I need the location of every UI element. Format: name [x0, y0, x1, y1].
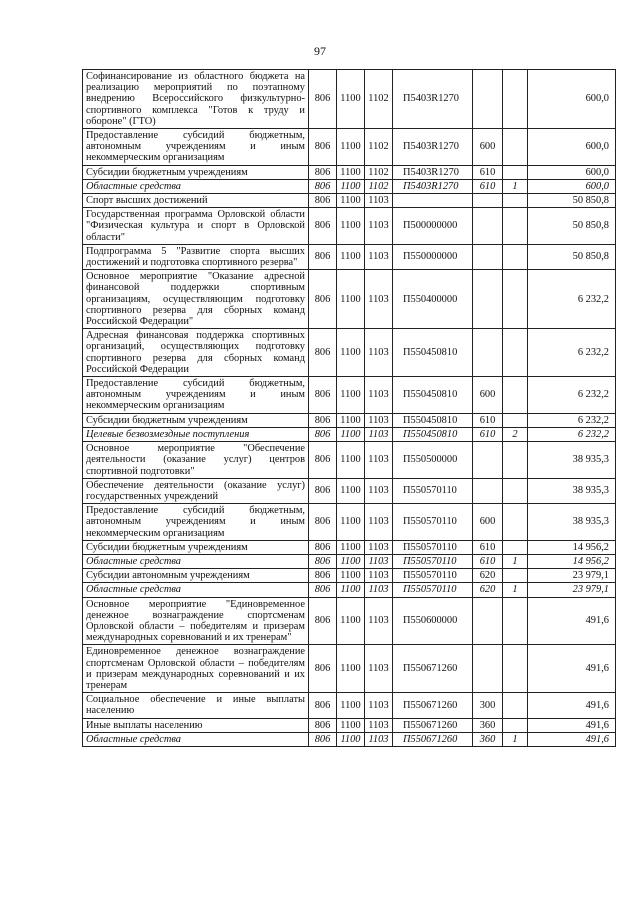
- section-code: 1100: [337, 165, 365, 179]
- source-code: [503, 244, 528, 269]
- table-row: [83, 732, 616, 746]
- source-code: 1: [503, 554, 528, 568]
- subsection-code: 1103: [365, 540, 393, 554]
- ministry-code: 806: [309, 693, 337, 718]
- subsection-code: 1103: [365, 597, 393, 645]
- subsection-code: 1103: [365, 478, 393, 503]
- source-code: 1: [503, 179, 528, 193]
- target-article-code: П550600000: [393, 597, 473, 645]
- table-row: [83, 129, 616, 166]
- page-number: 97: [314, 44, 326, 58]
- section-code: 1100: [337, 569, 365, 583]
- ministry-code: 806: [309, 718, 337, 732]
- table-row: [83, 413, 616, 427]
- item-name: Иные выплаты населению: [83, 718, 309, 732]
- expense-type-code: 610: [473, 540, 503, 554]
- ministry-code: 806: [309, 478, 337, 503]
- section-code: 1100: [337, 270, 365, 329]
- ministry-code: 806: [309, 569, 337, 583]
- subsection-code: 1102: [365, 179, 393, 193]
- source-code: 2: [503, 427, 528, 441]
- amount: 38 935,3: [528, 442, 616, 479]
- expense-type-code: 610: [473, 427, 503, 441]
- item-name: Адресная финансовая поддержка спортивных организаций, осуществляющих подготовку спортивного резерва для сборных команд Российской Федерации: [83, 329, 309, 377]
- expense-type-code: [473, 645, 503, 693]
- table-row: [83, 645, 616, 693]
- section-code: 1100: [337, 554, 365, 568]
- amount: 50 850,8: [528, 208, 616, 245]
- subsection-code: 1103: [365, 583, 393, 597]
- subsection-code: 1103: [365, 504, 393, 541]
- subsection-code: 1103: [365, 427, 393, 441]
- subsection-code: 1103: [365, 208, 393, 245]
- subsection-code: 1103: [365, 244, 393, 269]
- source-code: [503, 129, 528, 166]
- section-code: 1100: [337, 427, 365, 441]
- source-code: [503, 478, 528, 503]
- item-name: Областные средства: [83, 732, 309, 746]
- target-article-code: П5403R1270: [393, 179, 473, 193]
- item-name: Субсидии автономным учреждениям: [83, 569, 309, 583]
- item-name: Подпрограмма 5 "Развитие спорта высших достижений и подготовка спортивного резерва": [83, 244, 309, 269]
- section-code: 1100: [337, 583, 365, 597]
- amount: 600,0: [528, 70, 616, 129]
- item-name: Целевые безвозмездные поступления: [83, 427, 309, 441]
- expense-type-code: 610: [473, 179, 503, 193]
- table-row: [83, 270, 616, 329]
- source-code: [503, 377, 528, 414]
- source-code: [503, 165, 528, 179]
- section-code: 1100: [337, 718, 365, 732]
- table-row: [83, 554, 616, 568]
- section-code: 1100: [337, 504, 365, 541]
- target-article-code: П550450810: [393, 427, 473, 441]
- source-code: [503, 693, 528, 718]
- source-code: [503, 569, 528, 583]
- amount: 6 232,2: [528, 427, 616, 441]
- table-row: [83, 377, 616, 414]
- amount: 491,6: [528, 693, 616, 718]
- expense-type-code: [473, 208, 503, 245]
- ministry-code: 806: [309, 732, 337, 746]
- source-code: [503, 504, 528, 541]
- section-code: 1100: [337, 732, 365, 746]
- source-code: 1: [503, 583, 528, 597]
- expense-type-code: 610: [473, 413, 503, 427]
- item-name: Субсидии бюджетным учреждениям: [83, 413, 309, 427]
- expense-type-code: [473, 597, 503, 645]
- expense-type-code: 360: [473, 732, 503, 746]
- amount: 6 232,2: [528, 329, 616, 377]
- expense-type-code: 600: [473, 504, 503, 541]
- ministry-code: 806: [309, 208, 337, 245]
- amount: 6 232,2: [528, 413, 616, 427]
- amount: 491,6: [528, 732, 616, 746]
- amount: 14 956,2: [528, 540, 616, 554]
- target-article-code: П550570110: [393, 554, 473, 568]
- subsection-code: 1103: [365, 270, 393, 329]
- section-code: 1100: [337, 597, 365, 645]
- item-name: Обеспечение деятельности (оказание услуг) государственных учреждений: [83, 478, 309, 503]
- section-code: 1100: [337, 478, 365, 503]
- amount: 50 850,8: [528, 244, 616, 269]
- target-article-code: П550671260: [393, 718, 473, 732]
- amount: 23 979,1: [528, 569, 616, 583]
- amount: 38 935,3: [528, 478, 616, 503]
- ministry-code: 806: [309, 442, 337, 479]
- table-row: [83, 179, 616, 193]
- source-code: [503, 194, 528, 208]
- table-row: [83, 442, 616, 479]
- expense-type-code: 620: [473, 583, 503, 597]
- section-code: 1100: [337, 442, 365, 479]
- subsection-code: 1103: [365, 569, 393, 583]
- table-row: [83, 165, 616, 179]
- source-code: 1: [503, 732, 528, 746]
- subsection-code: 1103: [365, 693, 393, 718]
- ministry-code: 806: [309, 194, 337, 208]
- target-article-code: П550500000: [393, 442, 473, 479]
- item-name: Областные средства: [83, 583, 309, 597]
- subsection-code: 1103: [365, 645, 393, 693]
- budget-table: [82, 69, 616, 747]
- source-code: [503, 718, 528, 732]
- item-name: Предоставление субсидий бюджетным, автономным учреждениям и иным некоммерческим организациям: [83, 377, 309, 414]
- budget-table-body: [83, 70, 616, 747]
- subsection-code: 1103: [365, 413, 393, 427]
- source-code: [503, 442, 528, 479]
- ministry-code: 806: [309, 165, 337, 179]
- expense-type-code: 610: [473, 165, 503, 179]
- expense-type-code: 600: [473, 129, 503, 166]
- table-row: [83, 569, 616, 583]
- table-row: [83, 597, 616, 645]
- expense-type-code: [473, 194, 503, 208]
- table-row: [83, 478, 616, 503]
- target-article-code: П550450810: [393, 329, 473, 377]
- ministry-code: 806: [309, 540, 337, 554]
- source-code: [503, 645, 528, 693]
- subsection-code: 1102: [365, 165, 393, 179]
- amount: 600,0: [528, 179, 616, 193]
- table-row: [83, 693, 616, 718]
- item-name: Единовременное денежное вознаграждение спортсменам Орловской области – победителям и призерам международных соревнований и их тренерам: [83, 645, 309, 693]
- target-article-code: П550450810: [393, 377, 473, 414]
- item-name: Областные средства: [83, 554, 309, 568]
- item-name: Основное мероприятие "Обеспечение деятельности (оказание услуг) центров спортивной подготовки": [83, 442, 309, 479]
- expense-type-code: [473, 244, 503, 269]
- amount: 38 935,3: [528, 504, 616, 541]
- target-article-code: П5403R1270: [393, 70, 473, 129]
- table-row: [83, 329, 616, 377]
- ministry-code: 806: [309, 244, 337, 269]
- item-name: Основное мероприятие "Оказание адресной финансовой поддержки спортивным организациям, осуществляющим подготовку спортивного резерва для сборных команд Российской Федерации": [83, 270, 309, 329]
- subsection-code: 1103: [365, 329, 393, 377]
- item-name: Субсидии бюджетным учреждениям: [83, 540, 309, 554]
- section-code: 1100: [337, 645, 365, 693]
- table-row: [83, 70, 616, 129]
- amount: 491,6: [528, 718, 616, 732]
- table-row: [83, 194, 616, 208]
- ministry-code: 806: [309, 554, 337, 568]
- table-row: [83, 540, 616, 554]
- amount: 14 956,2: [528, 554, 616, 568]
- amount: 491,6: [528, 597, 616, 645]
- ministry-code: 806: [309, 413, 337, 427]
- ministry-code: 806: [309, 329, 337, 377]
- ministry-code: 806: [309, 583, 337, 597]
- target-article-code: [393, 194, 473, 208]
- subsection-code: 1103: [365, 732, 393, 746]
- section-code: 1100: [337, 540, 365, 554]
- target-article-code: П5403R1270: [393, 165, 473, 179]
- target-article-code: П550570110: [393, 583, 473, 597]
- source-code: [503, 70, 528, 129]
- section-code: 1100: [337, 129, 365, 166]
- target-article-code: П550000000: [393, 244, 473, 269]
- ministry-code: 806: [309, 645, 337, 693]
- expense-type-code: 620: [473, 569, 503, 583]
- ministry-code: 806: [309, 504, 337, 541]
- item-name: Социальное обеспечение и иные выплаты населению: [83, 693, 309, 718]
- source-code: [503, 597, 528, 645]
- ministry-code: 806: [309, 129, 337, 166]
- subsection-code: 1102: [365, 70, 393, 129]
- section-code: 1100: [337, 179, 365, 193]
- ministry-code: 806: [309, 597, 337, 645]
- section-code: 1100: [337, 70, 365, 129]
- subsection-code: 1103: [365, 377, 393, 414]
- section-code: 1100: [337, 377, 365, 414]
- ministry-code: 806: [309, 377, 337, 414]
- amount: 600,0: [528, 129, 616, 166]
- ministry-code: 806: [309, 427, 337, 441]
- target-article-code: П550570110: [393, 569, 473, 583]
- ministry-code: 806: [309, 270, 337, 329]
- section-code: 1100: [337, 244, 365, 269]
- item-name: Предоставление субсидий бюджетным, автономным учреждениям и иным некоммерческим организациям: [83, 129, 309, 166]
- subsection-code: 1102: [365, 129, 393, 166]
- expense-type-code: 300: [473, 693, 503, 718]
- section-code: 1100: [337, 693, 365, 718]
- target-article-code: П550570110: [393, 478, 473, 503]
- expense-type-code: 600: [473, 377, 503, 414]
- amount: 6 232,2: [528, 377, 616, 414]
- amount: 600,0: [528, 165, 616, 179]
- amount: 23 979,1: [528, 583, 616, 597]
- expense-type-code: [473, 270, 503, 329]
- expense-type-code: [473, 70, 503, 129]
- expense-type-code: [473, 442, 503, 479]
- target-article-code: П550671260: [393, 732, 473, 746]
- table-row: [83, 427, 616, 441]
- target-article-code: П5403R1270: [393, 129, 473, 166]
- target-article-code: П500000000: [393, 208, 473, 245]
- source-code: [503, 208, 528, 245]
- item-name: Основное мероприятие "Единовременное денежное вознаграждение спортсменам Орловской области – победителям и призерам международных соревнований и их тренерам": [83, 597, 309, 645]
- subsection-code: 1103: [365, 554, 393, 568]
- section-code: 1100: [337, 329, 365, 377]
- subsection-code: 1103: [365, 442, 393, 479]
- target-article-code: П550400000: [393, 270, 473, 329]
- section-code: 1100: [337, 413, 365, 427]
- section-code: 1100: [337, 194, 365, 208]
- expense-type-code: [473, 329, 503, 377]
- target-article-code: П550671260: [393, 693, 473, 718]
- target-article-code: П550570110: [393, 504, 473, 541]
- amount: 491,6: [528, 645, 616, 693]
- expense-type-code: [473, 478, 503, 503]
- item-name: Предоставление субсидий бюджетным, автономным учреждениям и иным некоммерческим организациям: [83, 504, 309, 541]
- ministry-code: 806: [309, 179, 337, 193]
- table-row: [83, 504, 616, 541]
- target-article-code: П550671260: [393, 645, 473, 693]
- source-code: [503, 270, 528, 329]
- subsection-code: 1103: [365, 194, 393, 208]
- expense-type-code: 360: [473, 718, 503, 732]
- source-code: [503, 540, 528, 554]
- expense-type-code: 610: [473, 554, 503, 568]
- source-code: [503, 329, 528, 377]
- table-row: [83, 244, 616, 269]
- item-name: Областные средства: [83, 179, 309, 193]
- item-name: Субсидии бюджетным учреждениям: [83, 165, 309, 179]
- table-row: [83, 208, 616, 245]
- table-row: [83, 583, 616, 597]
- target-article-code: П550570110: [393, 540, 473, 554]
- section-code: 1100: [337, 208, 365, 245]
- target-article-code: П550450810: [393, 413, 473, 427]
- ministry-code: 806: [309, 70, 337, 129]
- source-code: [503, 413, 528, 427]
- item-name: Спорт высших достижений: [83, 194, 309, 208]
- item-name: Софинансирование из областного бюджета на реализацию мероприятий по поэтапному внедрению Всероссийского физкультурно-спортивного комплекса "Готов к труду и обороне" (ГТО): [83, 70, 309, 129]
- subsection-code: 1103: [365, 718, 393, 732]
- table-row: [83, 718, 616, 732]
- item-name: Государственная программа Орловской области "Физическая культура и спорт в Орловской области": [83, 208, 309, 245]
- amount: 50 850,8: [528, 194, 616, 208]
- amount: 6 232,2: [528, 270, 616, 329]
